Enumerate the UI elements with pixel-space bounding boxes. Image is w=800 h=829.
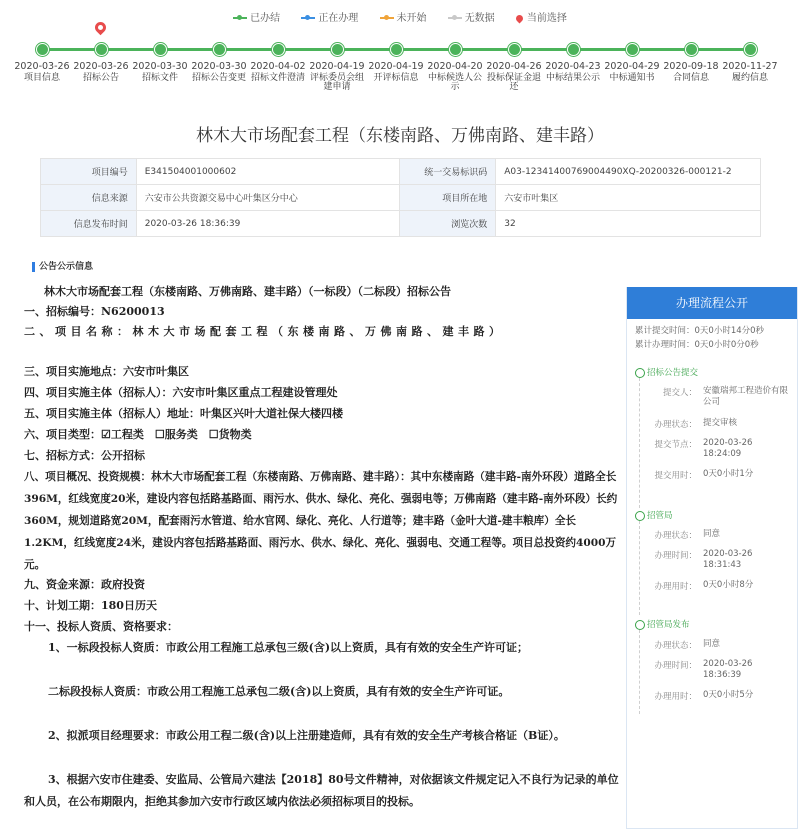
process-timeline: 2020-03-26 项目信息 2020-03-26 招标公告 2020-03-30 招标文件 2020-03-30 招标公告变更 2020-04-02 招标文件澄清 2020-04-19 评标委员会组建申请 2020-04-19 开评标信息 2020-04-20 中标候选人公示 2020-04-26 投标保证金退还 2020-04-23 中标结果公示 2020-04-29 中标通知书 2020-09-18 合同信息 2020-11-27 履约信息 <box>0 22 800 94</box>
status-dot <box>508 43 521 56</box>
status-dot <box>213 43 226 56</box>
check-icon <box>635 620 645 630</box>
page-title: 林木大市场配套工程（东楼南路、万佛南路、建丰路） <box>196 126 604 146</box>
views-value: 32 <box>496 211 761 237</box>
paragraph: 四、项目实施主体（招标人）：六安市叶集区重点工程建设管理处 <box>24 386 338 399</box>
process-panel: 办理流程公开 累计提交时间：0天0小时14分0秒 累计办理时间：0天0小时0分0秒 招标公告提交 提交人： 安徽瑞邦工程造价有限公司 办理状态： 提交审核 提交节点： 2020-03-26 18:24:09 提交用时： 0天0小时1分 招管局 办理状态： 同意 办理时间： 2020-03-26 18:31:43 办理用时： 0天0小时8分 招管局发布 办理状态： 同意 办理时间： 2020-03-26 18:36:39 办理用时： 0天0小时5分 <box>626 287 798 829</box>
location-value: 六安市叶集区 <box>496 185 761 211</box>
table-row <box>41 159 761 185</box>
paragraph: 七、招标方式：公开招标 <box>24 449 145 462</box>
publish-time-value: 2020-03-26 18:36:39 <box>136 211 400 237</box>
legend-not-started: 未开始 <box>380 9 427 24</box>
paragraph: 八、项目概况、投资规模：林木大市场配套工程（东楼南路、万佛南路、建丰路）：其中东楼南路（建丰路-南外环段）道路全长396M，红线宽度20米，建设内容包括路基路面、雨污水、供水、绿化、亮化、强弱电等；万佛南路（建丰路-南外环段）长约360M，规划道路宽20M，配套雨污水管道、给水官网、绿化、亮化、人行道等；建丰路（金叶大道-建丰粮库）全长1.2KM，红线宽度24米，建设内容包括路基路面、雨污水、供水、绿化、亮化、强弱电、交通工程等。项目总投资约4000万元。 <box>24 471 618 571</box>
legend-in-progress: 正在办理 <box>301 9 358 24</box>
location-label: 项目所在地 <box>400 185 496 211</box>
table-row <box>41 185 761 211</box>
status-dot <box>449 43 462 56</box>
paragraph: 十、计划工期：180日历天 <box>24 599 157 612</box>
trade-code-value: A03-12341400769004490XQ-20200326-000121-2 <box>496 159 761 185</box>
paragraph: 2、拟派项目经理要求：市政公用工程二级(含)以上注册建造师，具有有效的安全生产考核合格证（B证）。 <box>48 729 565 742</box>
paragraph: 六、项目类型：☑工程类 ☐服务类 ☐货物类 <box>24 428 252 441</box>
trade-code-label: 统一交易标识码 <box>400 159 496 185</box>
status-dot <box>744 43 757 56</box>
step-bureau: 招管局 <box>635 509 673 521</box>
paragraph: 3、根据六安市住建委、安监局、公管局六建法【2018】80号文件精神，对依据该文件规定记入不良行为记录的单位和人员，在公布期限内，拒绝其参加六安市行政区域内依法必须招标项目的投标。 <box>24 773 619 808</box>
current-selection-pin-icon <box>93 20 109 36</box>
table-row <box>41 211 761 237</box>
status-dot <box>626 43 639 56</box>
paragraph: 五、项目实施主体（招标人）地址：叶集区兴叶大道社保大楼四楼 <box>24 407 343 420</box>
step-publish: 招管局发布 <box>635 618 690 630</box>
check-icon <box>635 511 645 521</box>
info-source-value: 六安市公共资源交易中心叶集区分中心 <box>136 185 400 211</box>
legend-no-data: 无数据 <box>448 9 495 24</box>
status-dot <box>154 43 167 56</box>
legend-current: 当前选择 <box>516 9 567 24</box>
step-submit: 招标公告提交 <box>635 366 698 378</box>
views-label: 浏览次数 <box>400 211 496 237</box>
section-title: 公告公示信息 <box>32 262 93 272</box>
paragraph: 二标段投标人资质：市政公用工程施工总承包二级(含)以上资质，具有有效的安全生产许可证。 <box>48 685 510 698</box>
legend-done: 已办结 <box>233 9 280 24</box>
publish-time-label: 信息发布时间 <box>41 211 137 237</box>
paragraph: 二、项目名称：林木大市场配套工程（东楼南路、万佛南路、建丰路） <box>24 325 505 338</box>
paragraph: 九、资金来源：政府投资 <box>24 578 145 591</box>
status-dot <box>567 43 580 56</box>
paragraph: 一、招标编号：N6200013 <box>24 305 165 318</box>
project-number-label: 项目编号 <box>41 159 137 185</box>
project-info-table <box>40 158 761 237</box>
process-panel-header: 办理流程公开 <box>627 287 797 319</box>
total-submit-time: 累计提交时间：0天0小时14分0秒 <box>635 326 765 336</box>
project-number-value: E341504001000602 <box>136 159 400 185</box>
info-source-label: 信息来源 <box>41 185 137 211</box>
status-dot <box>36 43 49 56</box>
status-dot <box>331 43 344 56</box>
paragraph: 十一、投标人资质、资格要求： <box>24 620 178 633</box>
status-dot <box>685 43 698 56</box>
paragraph: 1、一标段投标人资质：市政公用工程施工总承包三级(含)以上资质，具有有效的安全生产许可证； <box>48 641 529 654</box>
status-dot <box>390 43 403 56</box>
total-handle-time: 累计办理时间：0天0小时0分0秒 <box>635 340 759 350</box>
paragraph: 三、项目实施地点：六安市叶集区 <box>24 365 189 378</box>
status-dot <box>272 43 285 56</box>
status-dot <box>95 43 108 56</box>
check-icon <box>635 368 645 378</box>
announcement-heading: 林木大市场配套工程（东楼南路、万佛南路、建丰路）（一标段）（二标段）招标公告 <box>44 285 451 298</box>
